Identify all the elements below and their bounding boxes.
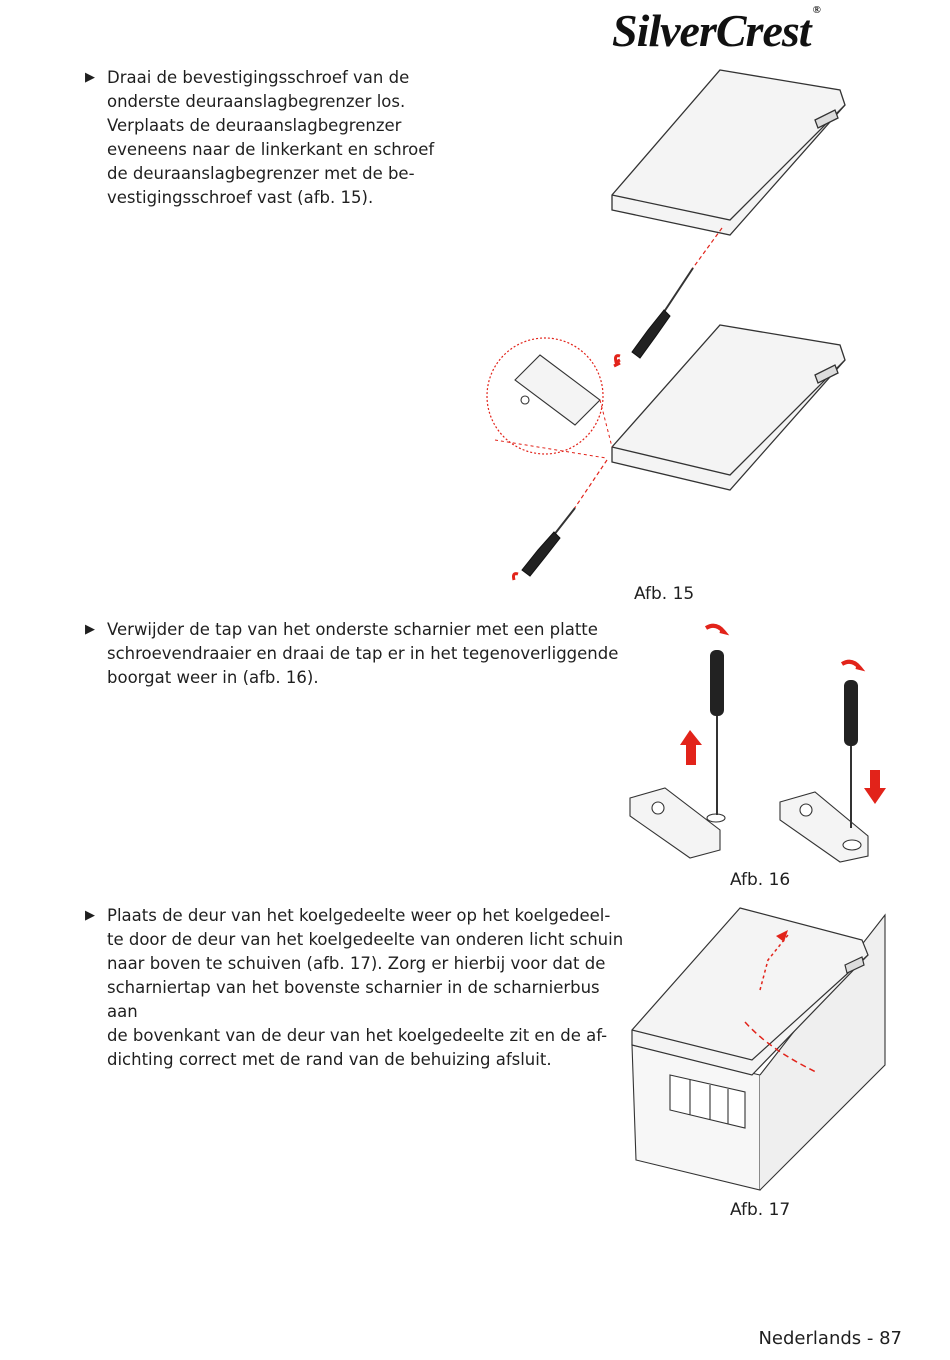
figure-16-caption: Afb. 16 xyxy=(730,870,791,890)
rotate-arrow-icon xyxy=(842,662,860,668)
arrow-down-icon xyxy=(864,770,886,804)
arrow-up-icon xyxy=(776,930,788,942)
hinge-right-illustration xyxy=(780,792,868,862)
instruction-2 xyxy=(85,618,625,690)
instruction-text: Verwijder de tap van het onderste scharnier met een platte schroevendraaier en draai de tap er in het tegenoverliggende boorgat weer in (afb. 16). xyxy=(107,620,619,687)
bullet-arrow-icon: ▶ xyxy=(85,70,95,85)
instruction-1 xyxy=(85,66,445,210)
figure-15-caption: Afb. 15 xyxy=(634,584,695,604)
instruction-3 xyxy=(85,904,625,1072)
instruction-text: Draai de bevestigingsschroef van de onderste deuraanslagbegrenzer los. Verplaats de deuraanslagbegrenzer eveneens naar de linkerkant en schroef de deuraanslagbegrenzer met de be- vestigingsschroef vast (afb. 15). xyxy=(107,68,435,207)
bullet-arrow-icon: ▶ xyxy=(85,908,95,923)
screwdriver-icon xyxy=(710,650,724,815)
screwdriver-icon xyxy=(632,268,693,358)
brand-logo xyxy=(612,4,820,57)
screwdriver-icon xyxy=(844,680,858,828)
rotate-arrow-icon xyxy=(514,574,519,580)
registered-mark: ® xyxy=(812,4,820,16)
hinge-left-illustration xyxy=(630,788,725,858)
fridge-body-illustration xyxy=(632,915,885,1190)
logo-text: SilverCrest xyxy=(612,5,811,56)
figure-17-caption: Afb. 17 xyxy=(730,1200,791,1220)
rotate-arrow-icon xyxy=(614,356,620,366)
page-number: Nederlands - 87 xyxy=(758,1328,902,1349)
door-upper-illustration xyxy=(612,70,845,235)
instruction-text: Plaats de deur van het koelgedeelte weer op het koelgedeel- te door de deur van het koelgedeelte van onderen licht schuin naar boven te schuiven (afb. 17). Zorg er hierbij voor dat de scharniertap van het bovenste scharnier in de scharnierbus aan de bovenkant van de deur van het koelgedeelte zit en de af- dichting correct met de rand van de behuizing afsluit. xyxy=(107,906,624,1069)
rotate-arrow-icon xyxy=(706,626,724,632)
detail-zoom-circle xyxy=(487,338,603,454)
arrow-up-icon xyxy=(680,730,702,765)
door-fridge-illustration xyxy=(632,908,868,1075)
screwdriver-icon xyxy=(522,508,575,576)
door-lower-illustration xyxy=(612,325,845,490)
bullet-arrow-icon: ▶ xyxy=(85,622,95,637)
swing-path xyxy=(745,1022,818,1073)
